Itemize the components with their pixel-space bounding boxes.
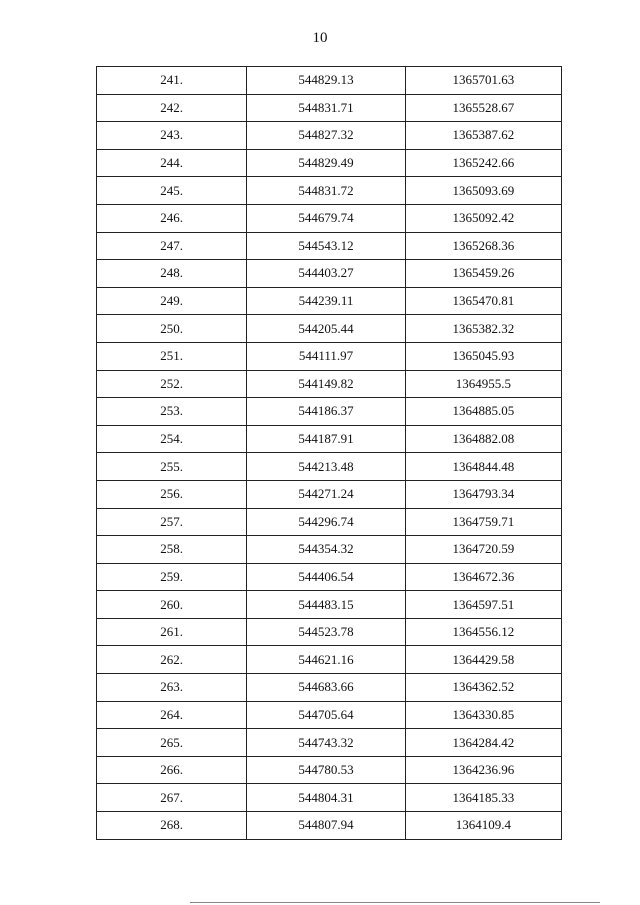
point-number-cell: 245. [97,177,247,205]
x-coordinate-cell: 544296.74 [247,508,405,536]
table-row [97,260,562,288]
point-number-cell: 257. [97,508,247,536]
y-coordinate-cell: 1364236.96 [405,756,561,784]
table-row [97,618,562,646]
y-coordinate-cell: 1365701.63 [405,67,561,95]
x-coordinate-cell: 544807.94 [247,812,405,840]
y-coordinate-cell: 1364720.59 [405,536,561,564]
table-row [97,784,562,812]
point-number-cell: 251. [97,342,247,370]
x-coordinate-cell: 544831.72 [247,177,405,205]
y-coordinate-cell: 1364759.71 [405,508,561,536]
table-row [97,122,562,150]
y-coordinate-cell: 1364955.5 [405,370,561,398]
point-number-cell: 260. [97,591,247,619]
point-number-cell: 258. [97,536,247,564]
table-row [97,149,562,177]
point-number-cell: 242. [97,94,247,122]
y-coordinate-cell: 1364330.85 [405,701,561,729]
x-coordinate-cell: 544149.82 [247,370,405,398]
x-coordinate-cell: 544543.12 [247,232,405,260]
x-coordinate-cell: 544213.48 [247,453,405,481]
y-coordinate-cell: 1365470.81 [405,287,561,315]
table-row [97,342,562,370]
point-number-cell: 248. [97,260,247,288]
table-row [97,315,562,343]
point-number-cell: 268. [97,812,247,840]
y-coordinate-cell: 1364882.08 [405,425,561,453]
table-row [97,563,562,591]
y-coordinate-cell: 1365242.66 [405,149,561,177]
y-coordinate-cell: 1364429.58 [405,646,561,674]
y-coordinate-cell: 1364362.52 [405,674,561,702]
y-coordinate-cell: 1364844.48 [405,453,561,481]
y-coordinate-cell: 1364793.34 [405,480,561,508]
table-row [97,729,562,757]
point-number-cell: 261. [97,618,247,646]
table-row [97,425,562,453]
x-coordinate-cell: 544111.97 [247,342,405,370]
x-coordinate-cell: 544621.16 [247,646,405,674]
point-number-cell: 244. [97,149,247,177]
y-coordinate-cell: 1365528.67 [405,94,561,122]
point-number-cell: 253. [97,398,247,426]
x-coordinate-cell: 544827.32 [247,122,405,150]
coordinates-table [96,66,562,840]
page-number: 10 [312,30,328,46]
table-row [97,204,562,232]
table-row [97,232,562,260]
point-number-cell: 250. [97,315,247,343]
x-coordinate-cell: 544239.11 [247,287,405,315]
y-coordinate-cell: 1365093.69 [405,177,561,205]
point-number-cell: 243. [97,122,247,150]
table-row [97,287,562,315]
y-coordinate-cell: 1364885.05 [405,398,561,426]
x-coordinate-cell: 544186.37 [247,398,405,426]
x-coordinate-cell: 544403.27 [247,260,405,288]
y-coordinate-cell: 1364284.42 [405,729,561,757]
table-row [97,646,562,674]
point-number-cell: 249. [97,287,247,315]
y-coordinate-cell: 1364556.12 [405,618,561,646]
x-coordinate-cell: 544523.78 [247,618,405,646]
point-number-cell: 254. [97,425,247,453]
y-coordinate-cell: 1365387.62 [405,122,561,150]
table-row [97,453,562,481]
x-coordinate-cell: 544205.44 [247,315,405,343]
x-coordinate-cell: 544831.71 [247,94,405,122]
table-body [97,67,562,840]
x-coordinate-cell: 544187.91 [247,425,405,453]
point-number-cell: 252. [97,370,247,398]
x-coordinate-cell: 544683.66 [247,674,405,702]
point-number-cell: 259. [97,563,247,591]
y-coordinate-cell: 1364672.36 [405,563,561,591]
x-coordinate-cell: 544743.32 [247,729,405,757]
y-coordinate-cell: 1364109.4 [405,812,561,840]
bottom-rule [190,902,600,903]
table-row [97,177,562,205]
point-number-cell: 241. [97,67,247,95]
table-row [97,674,562,702]
point-number-cell: 265. [97,729,247,757]
x-coordinate-cell: 544271.24 [247,480,405,508]
point-number-cell: 247. [97,232,247,260]
x-coordinate-cell: 544406.54 [247,563,405,591]
table-row [97,812,562,840]
point-number-cell: 255. [97,453,247,481]
x-coordinate-cell: 544354.32 [247,536,405,564]
y-coordinate-cell: 1365268.36 [405,232,561,260]
y-coordinate-cell: 1364597.51 [405,591,561,619]
y-coordinate-cell: 1365382.32 [405,315,561,343]
x-coordinate-cell: 544679.74 [247,204,405,232]
y-coordinate-cell: 1365092.42 [405,204,561,232]
point-number-cell: 266. [97,756,247,784]
table-row [97,370,562,398]
point-number-cell: 263. [97,674,247,702]
x-coordinate-cell: 544829.49 [247,149,405,177]
x-coordinate-cell: 544705.64 [247,701,405,729]
x-coordinate-cell: 544483.15 [247,591,405,619]
point-number-cell: 264. [97,701,247,729]
point-number-cell: 262. [97,646,247,674]
table-row [97,398,562,426]
x-coordinate-cell: 544829.13 [247,67,405,95]
y-coordinate-cell: 1365045.93 [405,342,561,370]
table-row [97,756,562,784]
table-row [97,480,562,508]
table-row [97,701,562,729]
x-coordinate-cell: 544780.53 [247,756,405,784]
table-row [97,536,562,564]
y-coordinate-cell: 1365459.26 [405,260,561,288]
point-number-cell: 256. [97,480,247,508]
point-number-cell: 246. [97,204,247,232]
table-row [97,508,562,536]
x-coordinate-cell: 544804.31 [247,784,405,812]
table-row [97,591,562,619]
table-row [97,94,562,122]
table-row [97,67,562,95]
point-number-cell: 267. [97,784,247,812]
y-coordinate-cell: 1364185.33 [405,784,561,812]
